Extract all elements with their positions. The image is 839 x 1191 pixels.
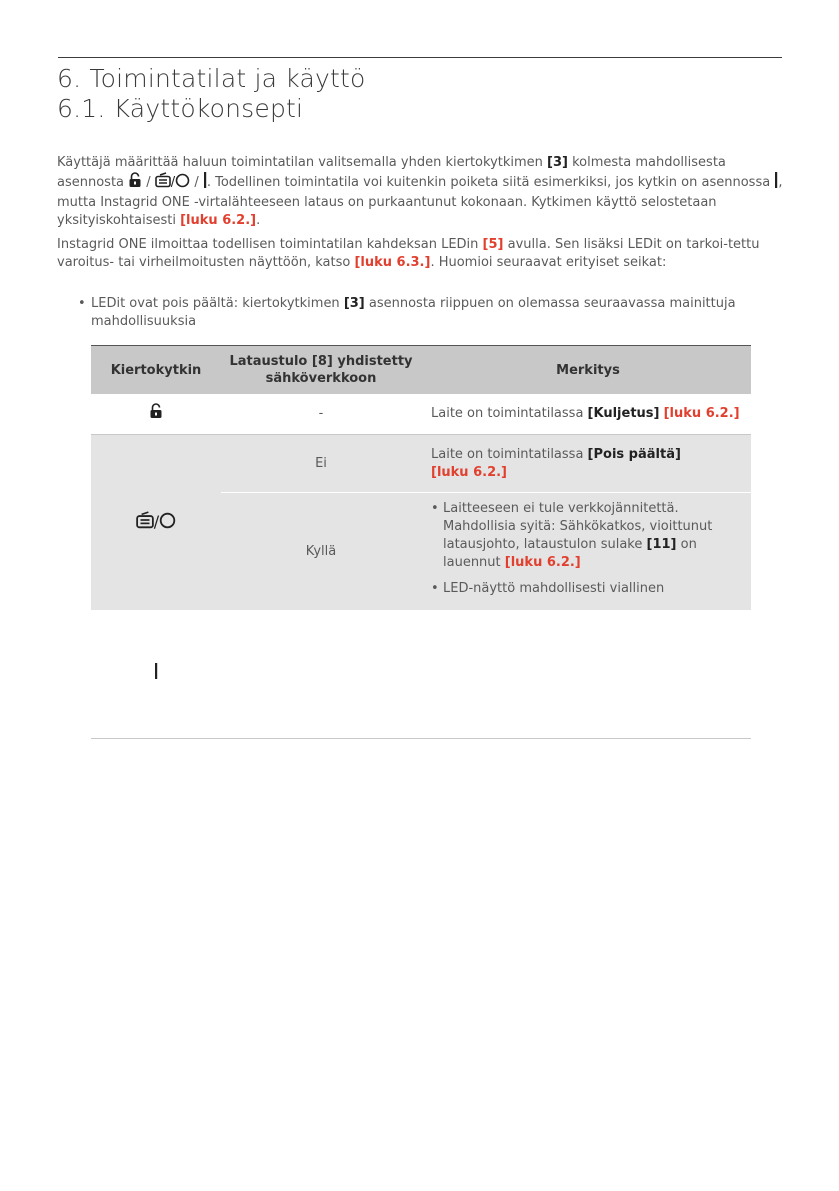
battery-icon	[155, 172, 171, 194]
circle-off-icon	[175, 173, 190, 194]
circle-off-icon	[159, 512, 176, 535]
subsection-heading: 6.1. Käyttökonsepti	[57, 94, 304, 123]
link-chapter-6-2[interactable]: [luku 6.2.]	[180, 213, 257, 228]
p1-text-a: Käyttäjä määrittää haluun toimintatilan valitsemalla yhden kiertokytkimen	[57, 155, 548, 170]
p1-text-c: . Todellinen toimintatila voi kuitenkin poiketa siitä esimerkiksi, jos kytkin on asennossa	[206, 175, 775, 190]
ref-rotary-switch: [3]	[547, 155, 568, 170]
link-chapter-6-2[interactable]: [luku 6.2.]	[431, 464, 507, 480]
table-header-row	[91, 346, 751, 395]
bullet-text-b: asennosta riippuen on olemassa seuraavassa mainittuja mahdollisuuksia	[91, 296, 736, 329]
lock-icon	[149, 403, 163, 425]
list-item: • Laitteeseen ei tule verkkojännitettä. Mahdollisia syitä: Sähkökatkos, vioittunut latausjohto, lataustulon sulake [11] on lauennut [luku 6.2.]	[431, 500, 750, 572]
p1-text-b: kolmesta mahdollisesta asennosta	[57, 155, 726, 190]
mode-off: [Pois päältä]	[587, 446, 681, 462]
ref-fuse: [11]	[646, 536, 677, 552]
cell-meaning: Laite on toimintatilassa [Kuljetus] [luku 6.2.]	[421, 394, 751, 435]
p2-text-b: avulla. Sen lisäksi LEDit on tarkoi-tettu varoitus- tai virheilmoitusten näyttöön, katso	[57, 237, 760, 270]
p1-sep-1: /	[142, 175, 155, 190]
led-off-table	[91, 345, 751, 739]
ref-rotary-switch: [3]	[343, 296, 365, 311]
mode-transport: [Kuljetus]	[587, 406, 660, 421]
cell-connected: Kyllä	[221, 493, 421, 611]
lock-icon	[128, 172, 142, 194]
bullet-dot: •	[78, 296, 86, 311]
p1-sep-2: /	[190, 175, 203, 190]
bar-on-icon	[154, 662, 158, 686]
list-item: • LED-näyttö mahdollisesti viallinen	[431, 580, 750, 598]
p1-text-d: , mutta Instagrid ONE -virtalähteeseen lataus on purkaantunut kokonaan. Kytkimen käyttö selostetaan yksityiskohtaisesti	[57, 175, 783, 228]
switch-separator: /	[153, 511, 160, 531]
paragraph-leds	[57, 236, 785, 272]
col-header-meaning: Merkitys	[421, 346, 751, 395]
table-row	[91, 394, 751, 435]
section-heading: 6. Toimintatilat ja käyttö	[57, 64, 366, 93]
battery-icon	[136, 511, 154, 535]
p1-text-e: .	[256, 213, 261, 228]
table-row	[91, 610, 751, 739]
col-header-switch: Kiertokytkin	[91, 346, 221, 395]
link-chapter-6-3[interactable]: [luku 6.3.]	[354, 255, 431, 270]
paragraph-concept: Käyttäjä määrittää haluun toimintatilan valitsemalla yhden kiertokytkimen [3] kolmesta mahdollisesta asennosta / / / . Todellinen toimintatila voi kuitenkin poiketa siitä esimerkiksi, jos kytkin on asennossa , mutta Instagrid ONE -virtalähteeseen lataus on purkaantunut kokonaan. Kytkimen käyttö selostetaan yksityiskohtaisesti [luku 6.2.].	[57, 155, 783, 228]
cell-meaning: Laite on toimintatilassa [Pois päältä] [luku 6.2.]	[421, 435, 751, 493]
bullet-text-a: LEDit ovat pois päältä: kiertokytkimen	[91, 296, 344, 311]
cell-meaning	[421, 493, 751, 611]
top-rule	[58, 57, 782, 58]
table-row	[91, 435, 751, 493]
p2-text-c: . Huomioi seuraavat erityiset seikat:	[430, 255, 667, 270]
cell-connected: -	[221, 394, 421, 435]
cell-connected: Ei	[221, 435, 421, 493]
link-chapter-6-2[interactable]: [luku 6.2.]	[504, 554, 581, 570]
col-header-connected: Lataustulo [8] yhdistetty sähköverkkoon	[221, 346, 421, 395]
link-chapter-6-2[interactable]: [luku 6.2.]	[663, 406, 740, 421]
p2-text-a: Instagrid ONE ilmoittaa todellisen toimintatilan kahdeksan LEDin	[57, 237, 483, 252]
ref-leds: [5]	[482, 237, 504, 252]
